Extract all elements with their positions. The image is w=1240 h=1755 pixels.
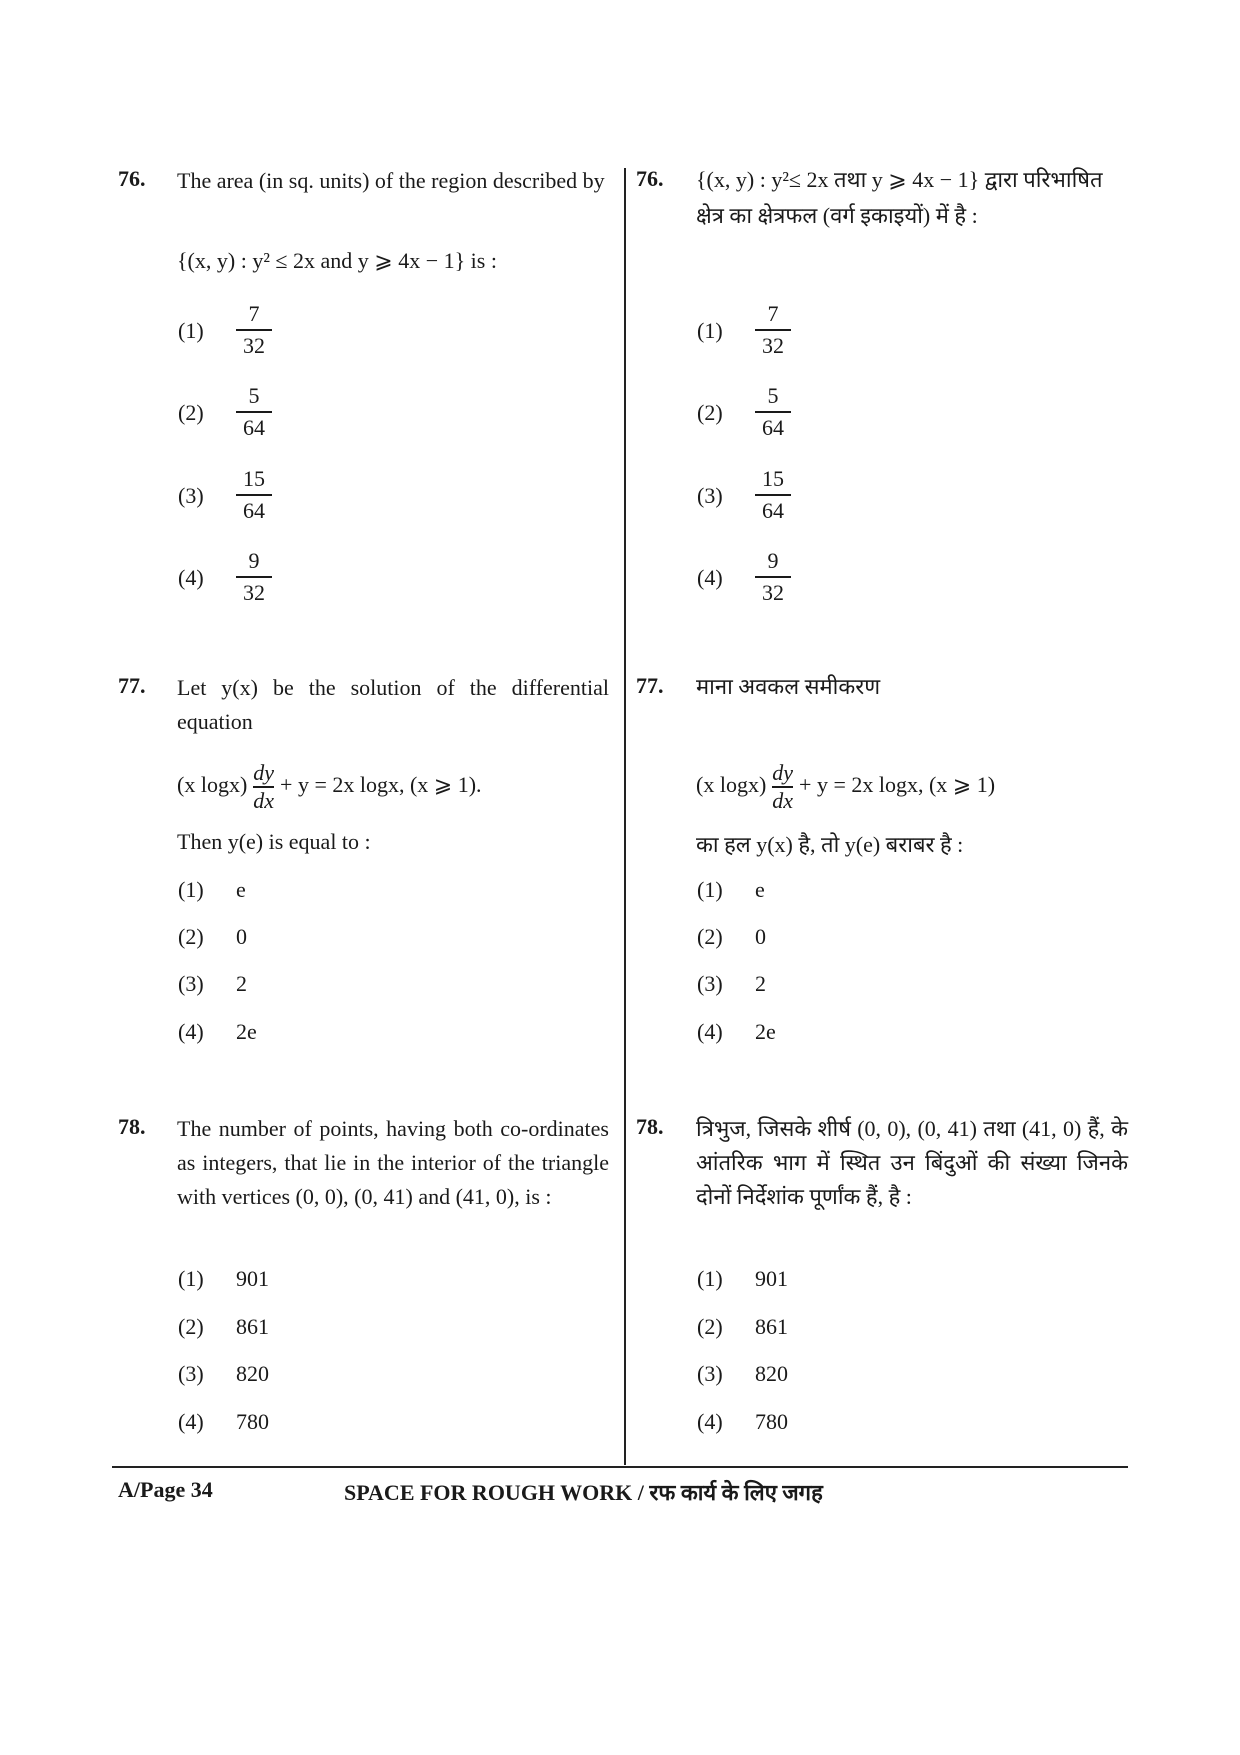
option-value: 861 <box>236 1314 269 1339</box>
option-value: 780 <box>236 1409 269 1434</box>
option-label: (2) <box>697 924 723 949</box>
option-label: (1) <box>178 1266 204 1291</box>
option-label: (1) <box>178 877 204 902</box>
option-label: (3) <box>697 483 723 508</box>
option-fraction: 7 32 <box>755 300 791 360</box>
option-value: 0 <box>236 924 247 949</box>
question-number: 76. <box>118 166 146 191</box>
derivative-fraction: $\frac{dy}{dx}$ <box>253 760 275 813</box>
derivative-fraction: $\frac{dy}{dx}$ <box>772 760 794 813</box>
option-value: 2e <box>236 1019 257 1044</box>
question-stem: Let y(x) be the solution of the differential equation <box>177 675 609 734</box>
option-value: 861 <box>755 1314 788 1339</box>
question-stem: माना अवकल समीकरण <box>696 674 881 699</box>
option-fraction: 9 32 <box>755 547 791 607</box>
question-prompt: Then y(e) is equal to : <box>177 829 371 854</box>
question-stem: त्रिभुज, जिसके शीर्ष (0, 0), (0, 41) तथा (41, 0) हैं, के आंतरिक भाग में स्थित उन बिंदुओं की संख्या जिनके दोनों निर्देशांक पूर्णांक हैं, है : <box>696 1116 1128 1209</box>
option-value: 2 <box>236 971 247 996</box>
option-label: (3) <box>178 971 204 996</box>
option-label: (2) <box>178 400 204 425</box>
option-label: (2) <box>178 1314 204 1339</box>
option-label: (4) <box>178 1019 204 1044</box>
option-label: (1) <box>697 877 723 902</box>
question-number: 78. <box>636 1114 664 1139</box>
page-number: A/Page 34 <box>118 1477 213 1502</box>
option-value: e <box>236 877 246 902</box>
option-label: (1) <box>178 318 204 343</box>
option-label: (3) <box>178 483 204 508</box>
option-fraction: 5 64 <box>236 382 272 442</box>
option-value: 0 <box>755 924 766 949</box>
question-number: 77. <box>118 673 146 698</box>
question-number: 78. <box>118 1114 146 1139</box>
option-label: (4) <box>178 1409 204 1434</box>
option-label: (1) <box>697 1266 723 1291</box>
option-label: (2) <box>178 924 204 949</box>
option-fraction: 7 32 <box>236 300 272 360</box>
rough-work-label: SPACE FOR ROUGH WORK / रफ कार्य के लिए जगह <box>344 1480 823 1505</box>
option-value: 820 <box>236 1361 269 1386</box>
question-prompt: का हल y(x) है, तो y(e) बराबर है : <box>696 832 964 857</box>
question-condition: {(x, y) : y² ≤ 2x and y ⩾ 4x − 1} is : <box>177 248 497 273</box>
option-label: (2) <box>697 400 723 425</box>
column-divider <box>624 168 626 1465</box>
option-label: (3) <box>697 971 723 996</box>
differential-equation: (x logx) $\frac{dy}{dx}$ + y = 2x logx, (x ⩾ 1) <box>696 760 996 813</box>
option-fraction: 5 64 <box>755 382 791 442</box>
option-value: 2e <box>755 1019 776 1044</box>
option-label: (3) <box>178 1361 204 1386</box>
differential-equation: (x logx) $\frac{dy}{dx}$ + y = 2x logx, (x ⩾ 1). <box>177 760 482 813</box>
option-label: (4) <box>697 565 723 590</box>
option-label: (1) <box>697 318 723 343</box>
option-value: 901 <box>755 1266 788 1291</box>
option-label: (4) <box>178 565 204 590</box>
question-stem: The area (in sq. units) of the region described by <box>177 168 605 193</box>
option-fraction: 15 64 <box>236 465 272 525</box>
option-value: 820 <box>755 1361 788 1386</box>
footer-rule <box>112 1466 1128 1468</box>
option-value: 780 <box>755 1409 788 1434</box>
option-fraction: 9 32 <box>236 547 272 607</box>
option-value: e <box>755 877 765 902</box>
question-number: 76. <box>636 166 664 191</box>
option-value: 901 <box>236 1266 269 1291</box>
option-label: (2) <box>697 1314 723 1339</box>
option-label: (3) <box>697 1361 723 1386</box>
question-number: 77. <box>636 673 664 698</box>
question-stem: {(x, y) : y²≤ 2x तथा y ⩾ 4x − 1} द्वारा परिभाषित <box>696 167 1103 192</box>
option-value: 2 <box>755 971 766 996</box>
option-label: (4) <box>697 1019 723 1044</box>
question-stem: The number of points, having both co-ordinates as integers, that lie in the interior of the triangle with vertices (0, 0), (0, 41) and (41, 0), is : <box>177 1116 609 1209</box>
option-label: (4) <box>697 1409 723 1434</box>
option-fraction: 15 64 <box>755 465 791 525</box>
question-stem-cont: क्षेत्र का क्षेत्रफल (वर्ग इकाइयों) में है : <box>696 203 978 228</box>
